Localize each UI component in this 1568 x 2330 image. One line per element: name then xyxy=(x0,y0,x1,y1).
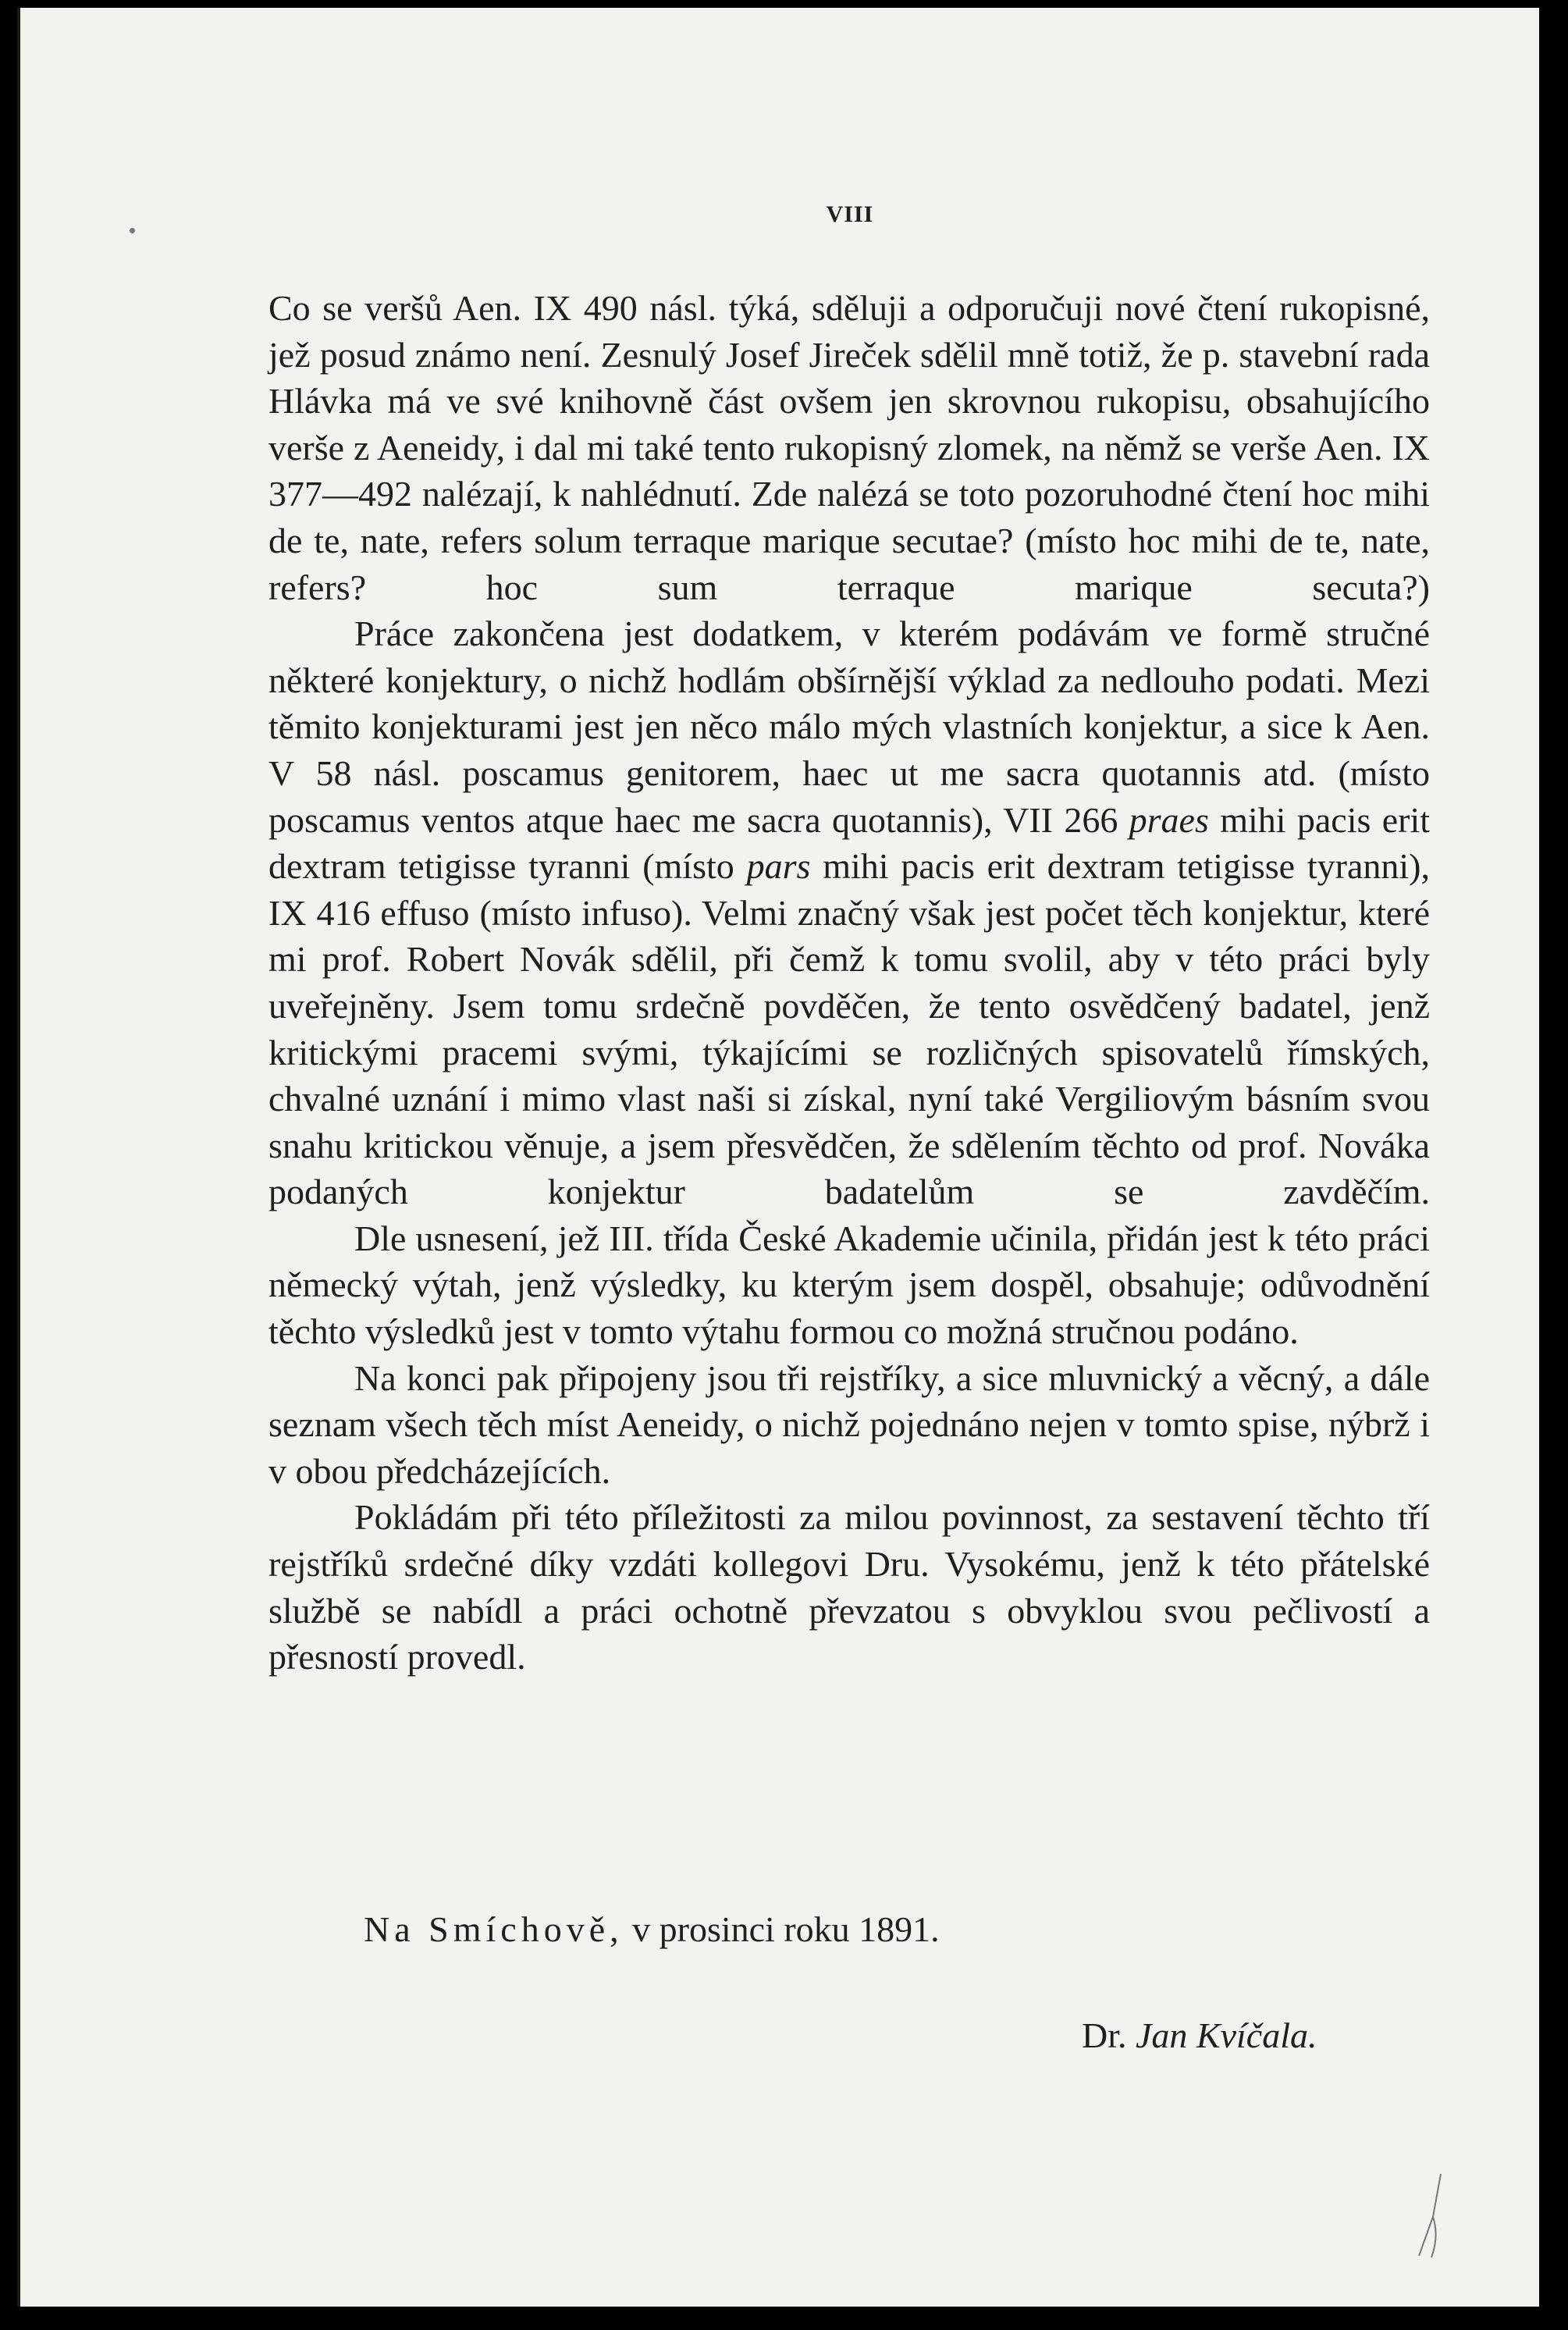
signature xyxy=(1082,2012,1317,2059)
stray-mark xyxy=(130,228,135,233)
paragraph-2-part-2: mihi pacis erit dextram tetigisse tyranni (místo xyxy=(268,799,1431,887)
original-reading-pars: pars xyxy=(746,846,811,887)
paragraph-5: Pokládám při této příležitosti za milou povinnost, za sestavení těchto tří rejstříků srdečné díky vzdáti kollegovi Dru. Vysokému, jenž k této přátelské službě se nabídl a práci ochotně převzatou s obvyklou svou pečlivostí a přesností provedl. xyxy=(268,1497,1430,1677)
body-text xyxy=(268,285,1430,1681)
signature-name: Jan Kvíčala. xyxy=(1136,2015,1317,2055)
pencil-scratch-icon xyxy=(1410,2170,1456,2264)
paragraph-2-part-3: mihi pacis erit dextram tetigisse tyranni), IX 416 effuso (místo infuso). Velmi značný však jest počet těch konjektur, které mi prof. Robert Novák sdělil, při čemž k tomu svolil, aby v této práci byly uveřejněny. Jsem tomu srdečně povděčen, že tento osvědčený badatel, jenž kritickými pracemi svými, týkajícími se rozličných spisovatelů římských, chvalné uznání i mimo vlast naši si získal, nyní také Vergiliovým básním svou snahu kritickou věnuje, a jsem přesvědčen, že sdělením těchto od prof. Nováka podaných konjektur badatelům se zavděčím. xyxy=(268,846,1430,1212)
signature-title: Dr. xyxy=(1082,2015,1127,2055)
paragraph-1: Co se veršů Aen. IX 490 násl. týká, sděluji a odporučuji nové čtení rukopisné, jež posud známo není. Zesnulý Josef Jireček sdělil mně totiž, že p. stavební rada Hlávka má ve své knihovně část ovšem jen skrovnou rukopisu, obsahujícího verše z Aeneidy, i dal mi také tento rukopisný zlomek, na němž se verše Aen. IX 377—492 nalézají, k nahlédnutí. Zde nalézá se toto pozoruhodné čtení hoc mihi de te, nate, refers solum terraque marique secutae? (místo hoc mihi de te, nate, refers? hoc sum terraque marique secuta?) xyxy=(268,288,1430,607)
place-and-date xyxy=(364,1906,940,1953)
place-name: Na Smíchově, xyxy=(364,1909,624,1949)
page-number: VIII xyxy=(826,201,874,227)
paragraph-4: Na konci pak připojeny jsou tři rejstříky, a sice mluvnický a věcný, a dále seznam všech těch míst Aeneidy, o nichž pojednáno nejen v tomto spise, nýbrž i v obou předcházejících. xyxy=(268,1357,1430,1491)
paragraph-2 xyxy=(268,610,1430,1215)
paragraph-3: Dle usnesení, jež III. třída České Akademie učinila, přidán jest k této práci německý výtah, jenž výsledky, ku kterým jsem dospěl, obsahuje; odůvodnění těchto výsledků jest v tomto výtahu formou co možná stručnou podáno. xyxy=(268,1218,1430,1352)
paragraph-2-part-1: Práce zakončena jest dodatkem, v kterém podávám ve formě stručné některé konjektury, o nichž hodlám obšírnější výklad za nedlouho podati. Mezi těmito konjekturami jest jen něco málo mých vlastních konjektur, a sice k Aen. V 58 násl. poscamus genitorem, haec ut me sacra quotannis atd. (místo poscamus ventos atque haec me sacra quotannis), VII 266 xyxy=(268,614,1430,840)
emendation-praes: praes xyxy=(1129,799,1209,840)
document-page xyxy=(17,8,1539,2307)
date-text: v prosinci roku 1891. xyxy=(632,1909,940,1949)
